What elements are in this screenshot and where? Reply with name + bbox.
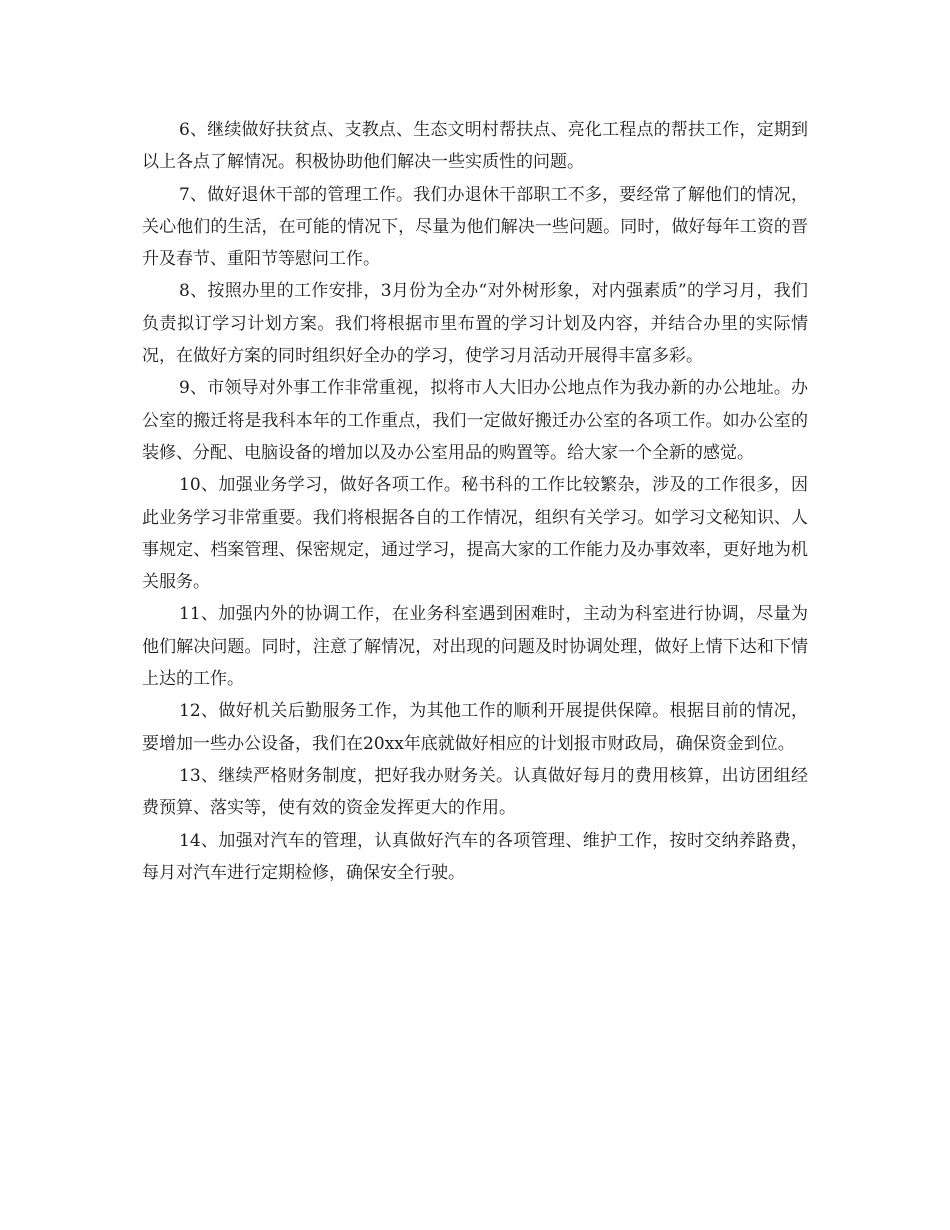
paragraph-item-10: 10、加强业务学习，做好各项工作。秘书科的工作比较繁杂，涉及的工作很多，因此业务学习非常重要。我们将根据各自的工作情况，组织有关学习。如学习文秘知识、人事规定、档案管理、保密规定，通过学习，提高大家的工作能力及办事效率，更好地为机关服务。 bbox=[142, 475, 808, 593]
paragraph-item-7: 7、做好退休干部的管理工作。我们办退休干部职工不多，要经常了解他们的情况，关心他们的生活，在可能的情况下，尽量为他们解决一些问题。同时，做好每年工资的晋升及春节、重阳节等慰问工作。 bbox=[142, 184, 808, 270]
paragraph-item-8: 8、按照办里的工作安排，3月份为全办“对外树形象，对内强素质”的学习月，我们负责拟订学习计划方案。我们将根据市里布置的学习计划及内容，并结合办里的实际情况，在做好方案的同时组织好全办的学习，使学习月活动开展得丰富多彩。 bbox=[142, 281, 808, 367]
paragraph-item-6: 6、继续做好扶贫点、支教点、生态文明村帮扶点、亮化工程点的帮扶工作，定期到以上各点了解情况。积极协助他们解决一些实质性的问题。 bbox=[142, 120, 808, 173]
paragraph-item-13: 13、继续严格财务制度，把好我办财务关。认真做好每月的费用核算，出访团组经费预算、落实等，使有效的资金发挥更大的作用。 bbox=[142, 765, 808, 819]
paragraph-item-9: 9、市领导对外事工作非常重视，拟将市人大旧办公地点作为我办新的办公地址。办公室的搬迁将是我科本年的工作重点，我们一定做好搬迁办公室的各项工作。如办公室的装修、分配、电脑设备的增加以及办公室用品的购置等。给大家一个全新的感觉。 bbox=[142, 378, 808, 463]
document-body bbox=[142, 114, 808, 889]
paragraph-item-12: 12、做好机关后勤服务工作，为其他工作的顺利开展提供保障。根据目前的情况，要增加一些办公设备，我们在20xx年底就做好相应的计划报市财政局，确保资金到位。 bbox=[142, 701, 808, 754]
paragraph-item-11: 11、加强内外的协调工作，在业务科室遇到困难时，主动为科室进行协调，尽量为他们解决问题。同时，注意了解情况，对出现的问题及时协调处理，做好上情下达和下情上达的工作。 bbox=[142, 604, 808, 690]
paragraph-item-14: 14、加强对汽车的管理，认真做好汽车的各项管理、维护工作，按时交纳养路费，每月对汽车进行定期检修，确保安全行驶。 bbox=[142, 830, 808, 883]
